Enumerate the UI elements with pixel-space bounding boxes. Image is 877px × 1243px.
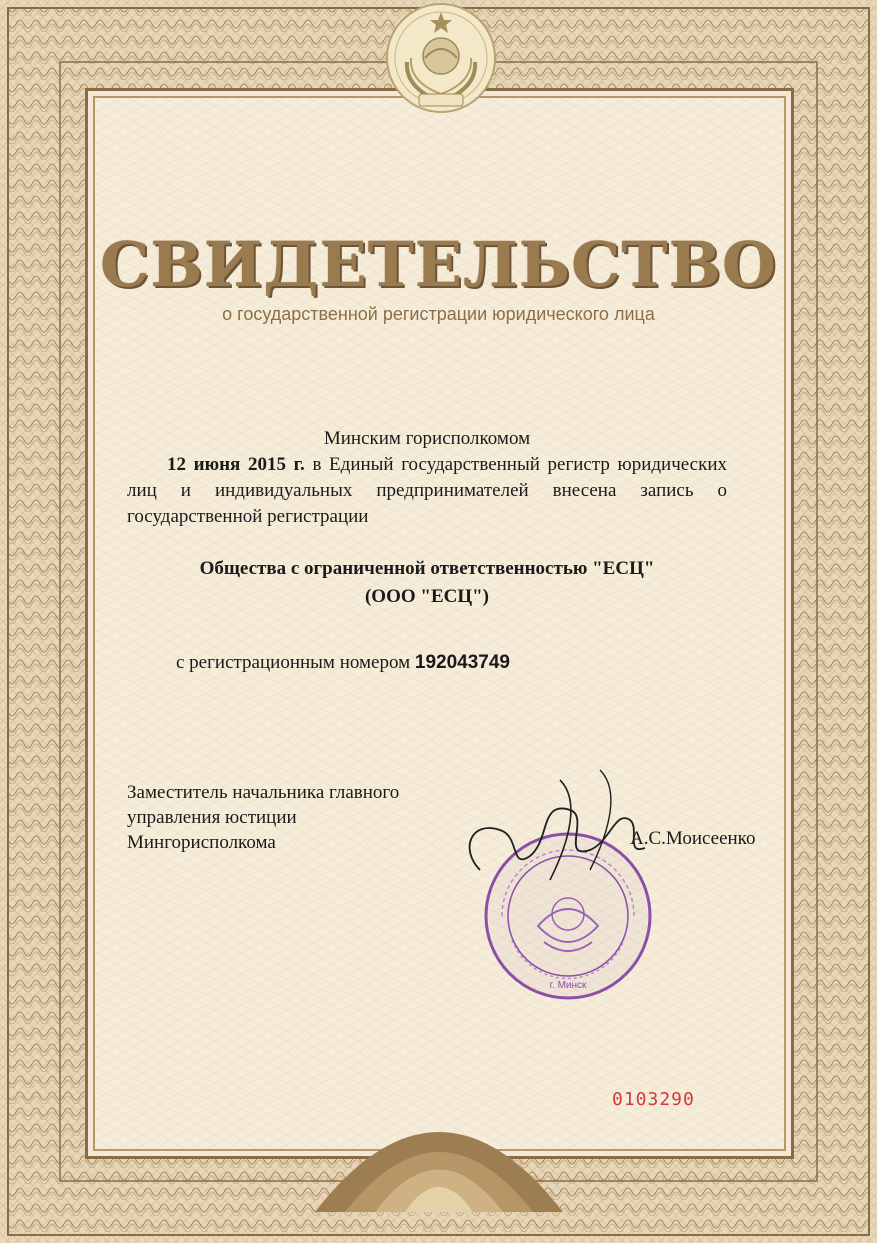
certificate-subtitle: о государственной регистрации юридического лица (222, 304, 655, 324)
issuer: Минским горисполкомом (323, 428, 531, 449)
reg-label: с регистрационным номером (176, 652, 411, 673)
company-full-name: Общества с ограниченной ответственностью "ЕСЦ" (199, 558, 655, 579)
reg-number: 192043749 (414, 652, 510, 673)
rosette-ornament (305, 1072, 573, 1212)
signer-title (127, 780, 399, 855)
signer-name: А.С.Моисеенко (630, 828, 756, 849)
stamp-city: г. Минск (549, 980, 587, 991)
registration-paragraph (127, 452, 727, 530)
registration-body: в Единый государственный регистр юридических лиц и индивидуальных предпринимателей внесена запись о государственной регистрации (127, 454, 728, 527)
emblem-icon (385, 2, 497, 118)
company-name-block (127, 555, 727, 611)
registration-text (127, 426, 727, 530)
signer-title-line: управления юстиции (127, 807, 297, 828)
company-short-name: (ООО "ЕСЦ") (364, 586, 489, 607)
certificate-title: СВИДЕТЕЛЬСТВО (100, 228, 777, 301)
serial-number: 0103290 (612, 1089, 695, 1110)
registration-number-line (176, 652, 510, 674)
signer-title-line: Мингорисполкома (127, 832, 276, 853)
signer-title-line: Заместитель начальника главного (127, 782, 400, 803)
registration-date: 12 июня 2015 г. (167, 454, 305, 475)
